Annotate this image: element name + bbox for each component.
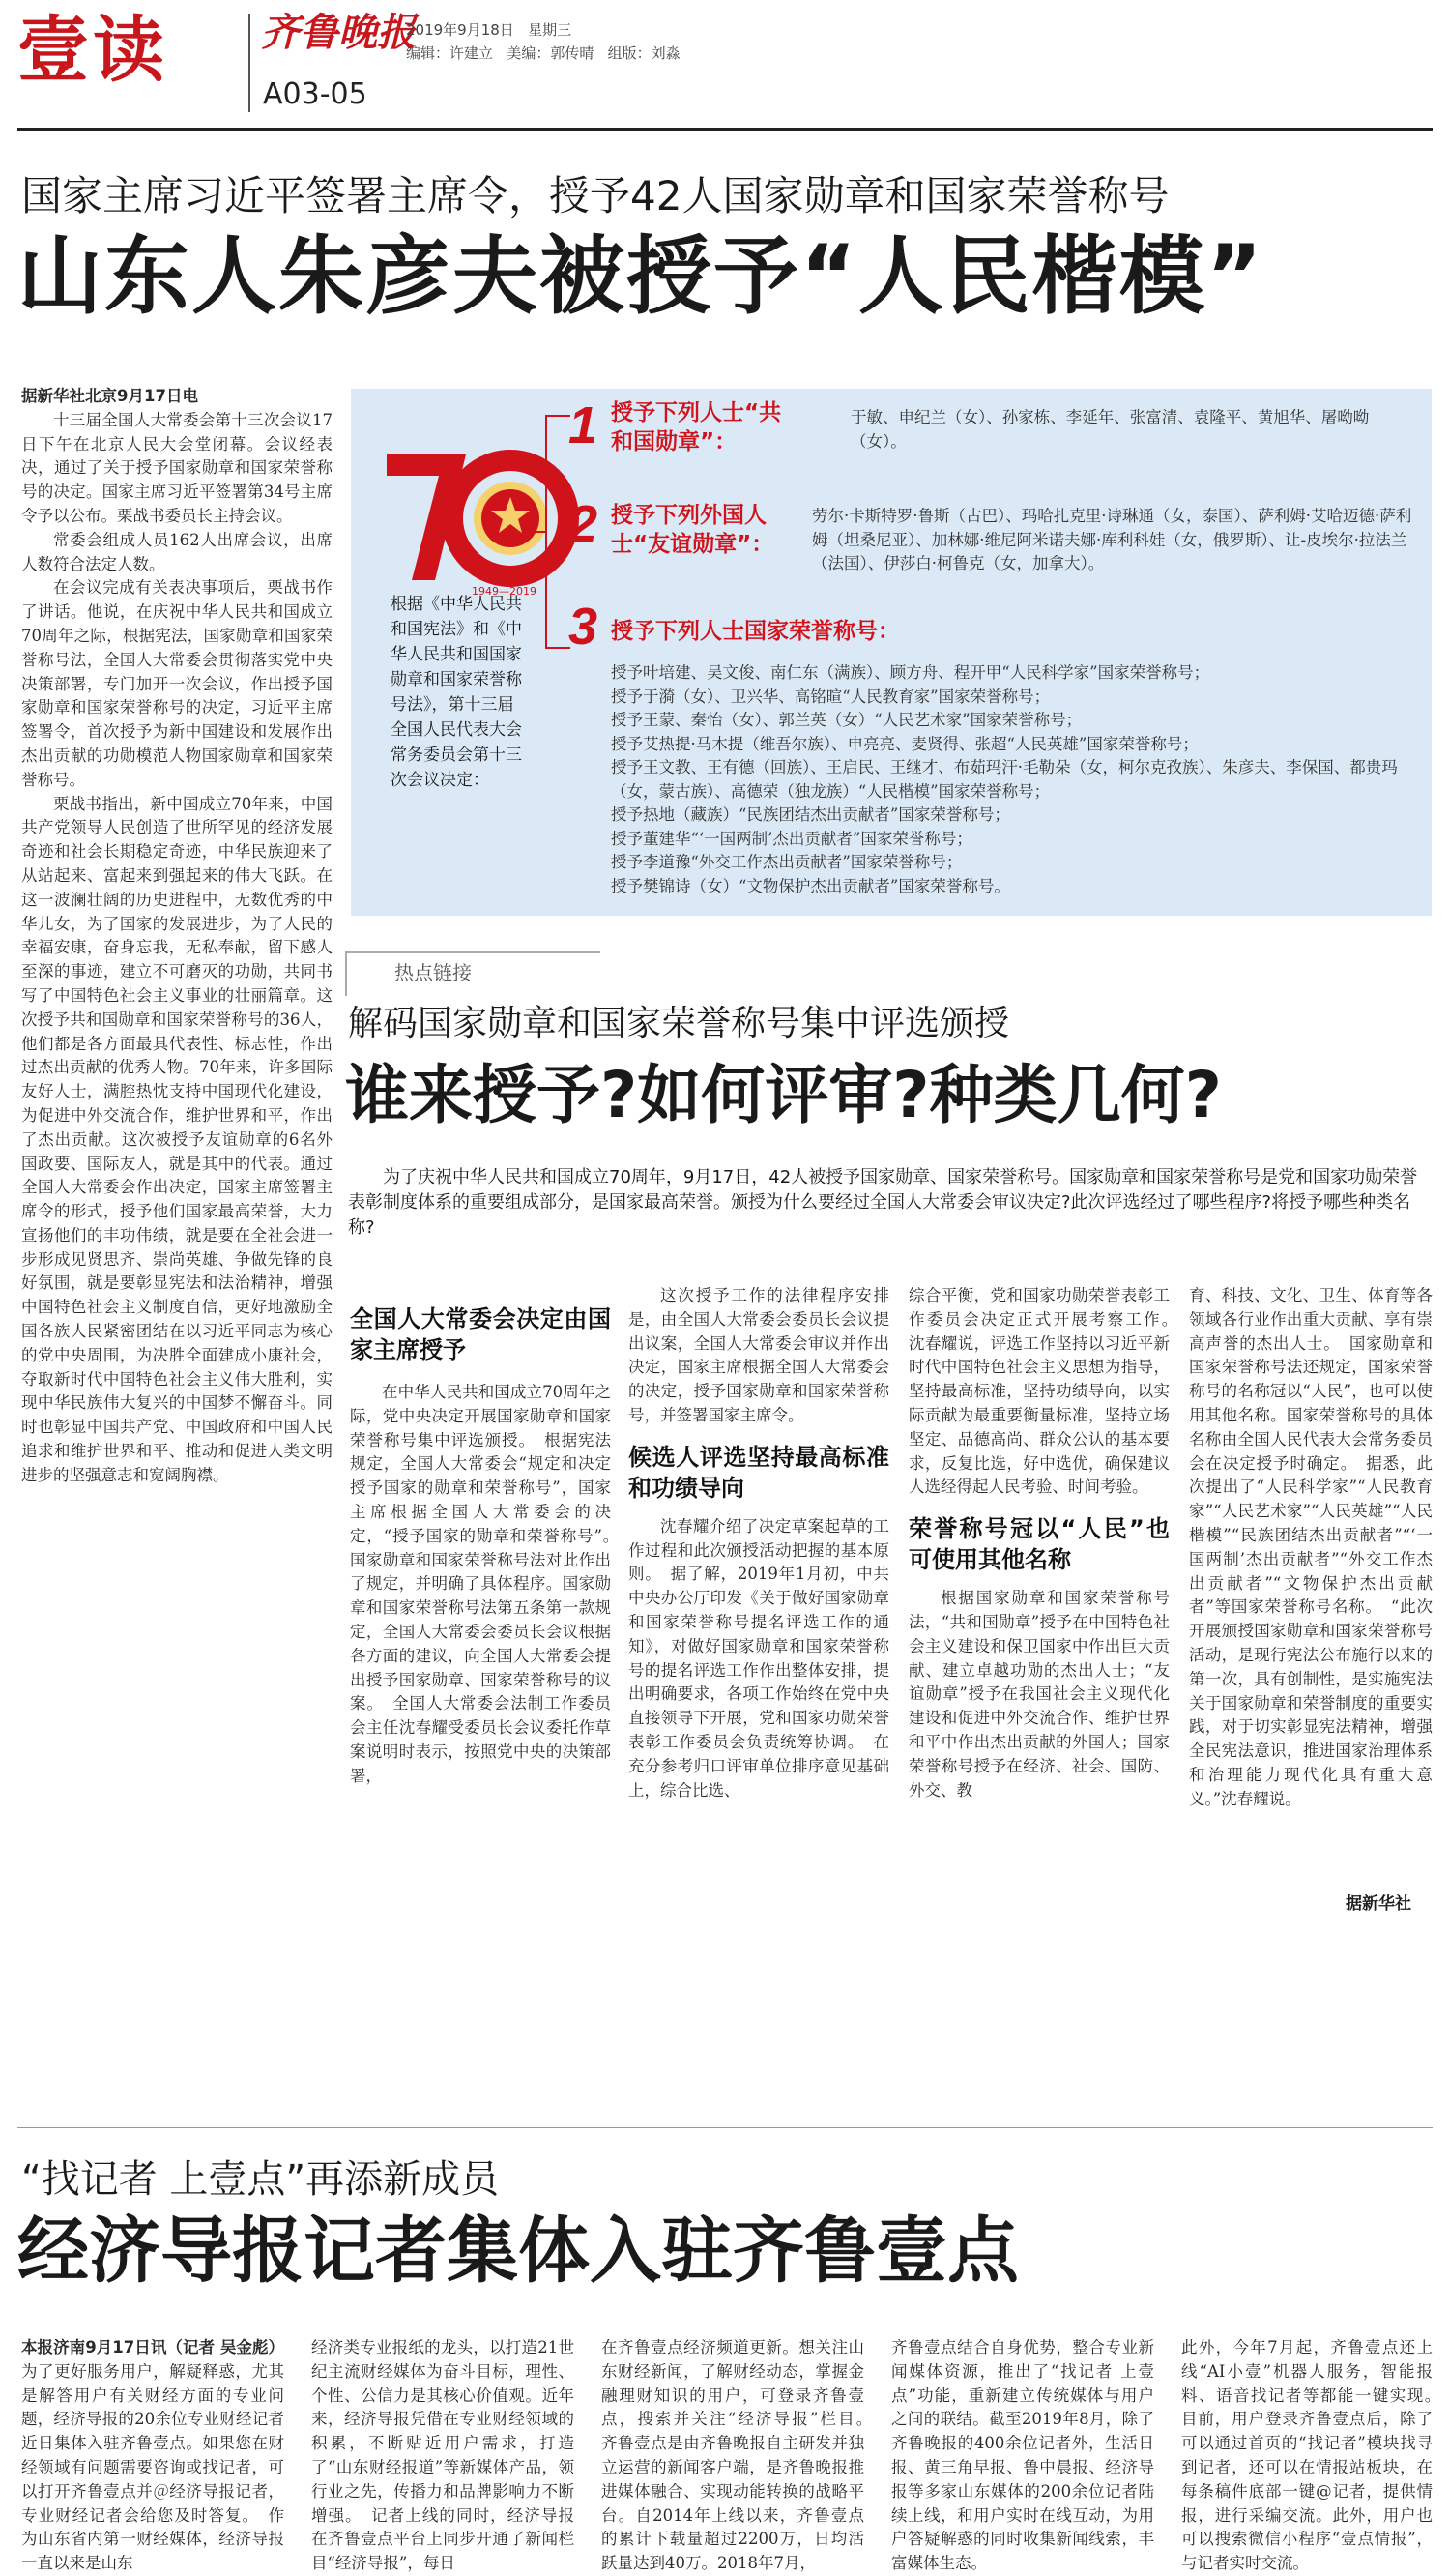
art-credit: 美编：郭传晴 bbox=[507, 44, 594, 62]
list-item: 授予王文教、王有德（回族）、王启民、王继才、布茹玛汗·毛勒朵（女，柯尔克孜族）、朱彦夫、李保国、都贵玛（女，蒙古族）、高德荣（独龙族）“人民楷模”国家荣誉称号； bbox=[611, 758, 1398, 801]
header-rule bbox=[17, 128, 1433, 131]
paragraph: 在会议完成有关表决事项后，栗战书作了讲话。他说，在庆祝中华人民共和国成立70周年之际，根据宪法，国家勋章和国家荣誉称号法，全国人大常委会贯彻落实党中央决策部署，专门加开一次会议，作出授予国家勋章和国家荣誉称号的决定，习近平主席签署令，首次授予为新中国建设和发展作出杰出贡献的功勋模范人物国家勋章和国家荣誉称号。 bbox=[21, 578, 333, 789]
story2-title: 谁来授予?如何评审?种类几何? bbox=[345, 1058, 1222, 1132]
story1-subtitle: 国家主席习近平签署主席令，授予42人国家勋章和国家荣誉称号 bbox=[21, 172, 1170, 220]
list-item: 授予樊锦诗（女）“文物保护杰出贡献者”国家荣誉称号。 bbox=[611, 876, 1010, 895]
section-heading: 候选人评选坚持最高标准和功绩导向 bbox=[628, 1443, 889, 1502]
page-number: A03-05 bbox=[263, 77, 367, 111]
list-item: 授予王蒙、秦怡（女）、郭兰英（女）“人民艺术家”国家荣誉称号； bbox=[611, 711, 1083, 729]
item-text-1: 于敏、申纪兰（女）、孙家栋、李延年、张富清、袁隆平、黄旭华、屠呦呦（女）。 bbox=[851, 408, 1370, 451]
paragraph: 在齐鲁壹点经济频道更新。想关注山东财经新闻，了解财经动态，掌握金融理财知识的用户，可登录齐鲁壹点，搜索并关注“经济导报”栏目。 齐鲁壹点是由齐鲁晚报自主研发并独立运营的新闻客户端，是齐鲁晚报推进媒体融合、实现动能转换的战略平台。自2014年上线以来，齐鲁壹点的累计下载量超过2200万，日均活跃量达到40万。2018年7月， bbox=[601, 2338, 881, 2573]
paragraph: 在中华人民共和国成立70周年之际，党中央决定开展国家勋章和国家荣誉称号集中评选颁授。 根据宪法规定，全国人大常委会“规定和决定授予国家的勋章和荣誉称号”，国家主席根据全国人大常委会的决定，“授予国家的勋章和荣誉称号”。 国家勋章和国家荣誉称号法对此作出了规定，并明确了具体程序。国家勋章和国家荣誉称号法第五条第一款规定，全国人大常委会委员长会议根据各方面的建议，向全国人大常委会提出授予国家勋章、国家荣誉称号的议案。 全国人大常委会法制工作委员会主任沈春耀受委员长会议委托作草案说明时表示，按照党中央的决策部署， bbox=[350, 1383, 627, 1785]
honor-title-list bbox=[611, 661, 1423, 898]
story2-subtitle: 解码国家勋章和国家荣誉称号集中评选颁授 bbox=[348, 1004, 1010, 1043]
item-title-2: 授予下列外国人士“友谊勋章”： bbox=[611, 503, 774, 557]
list-item: 授予热地（藏族）“民族团结杰出贡献者”国家荣誉称号； bbox=[611, 805, 1010, 824]
section-divider bbox=[17, 2127, 1433, 2128]
intro-text: 为了庆祝中华人民共和国成立70周年，9月17日，42人被授予国家勋章、国家荣誉称号。国家勋章和国家荣誉称号是党和国家功勋荣誉表彰制度体系的重要组成部分，是国家最高荣誉。颁授为什么要经过全国人大常委会审议决定?此次评选经过了哪些程序?将授予哪些种类名称? bbox=[348, 1167, 1418, 1238]
item-title-3: 授予下列人士国家荣誉称号： bbox=[611, 619, 900, 644]
paragraph: 综合平衡，党和国家功勋荣誉表彰工作委员会决定正式开展考察工作。 沈春耀说，评选工作坚持以习近平新时代中国特色社会主义思想为指导，坚持最高标准，坚持功绩导向，以实际贡献为最重要衡量标准，坚持立场坚定、品德高尚、群众公认的基本要求，反复比选，好中选优，确保建议人选经得起人民考验、时间考验。 bbox=[909, 1286, 1186, 1497]
story1-left-column bbox=[21, 385, 333, 1915]
story2-column-1 bbox=[350, 1303, 627, 1913]
paragraph: 为了更好服务用户，解疑释惑，尤其是解答用户有关财经方面的专业问题，经济导报的20余位专业财经记者近日集体入驻齐鲁壹点。如果您在财经领域有问题需要咨询或找记者，可以打开齐鲁壹点并＠经济导报记者，专业财经记者会给您及时答复。 作为山东省内第一财经媒体，经济导报一直以来是山东 bbox=[21, 2361, 284, 2573]
story2-intro bbox=[348, 1165, 1431, 1241]
emblem-years: 1949—2019 bbox=[472, 585, 536, 598]
story3-subtitle: “找记者 上壹点”再添新成员 bbox=[21, 2157, 500, 2202]
header-divider bbox=[248, 14, 250, 112]
weekday: 星期三 bbox=[528, 21, 572, 39]
paragraph: 经济类专业报纸的龙头，以打造21世纪主流财经媒体为奋斗目标，理性、个性、公信力是其核心价值观。近年来，经济导报凭借在专业财经领域的积累，不断贴近用户需求，打造了“山东财经报道”等新媒体产品，领行业之先，传播力和品牌影响力不断增强。 记者上线的同时，经济导报在齐鲁壹点平台上同步开通了新闻栏目“经济导报”，每日 bbox=[311, 2338, 574, 2573]
paragraph: 此外，今年7月起，齐鲁壹点还上线“AI小壹”机器人服务，智能报料、语音找记者等都能一键实现。 目前，用户登录齐鲁壹点后，除了可以通过首页的“找记者”模块找寻到记者，还可以在情报站板块，在每条稿件底部一键@记者，提供情报，进行采编交流。此外，用户也可以搜索微信小程序“壹点情报”，与记者实时交流。 bbox=[1181, 2338, 1449, 2573]
list-item: 授予艾热提·马木提（维吾尔族）、申亮亮、麦贤得、张超“人民英雄”国家荣誉称号； bbox=[611, 734, 1199, 753]
proof-credit: 组版：刘淼 bbox=[607, 44, 681, 62]
hot-link-tag: 热点链接 bbox=[394, 961, 472, 984]
paragraph: 常委会组成人员162人出席会议，出席人数符合法定人数。 bbox=[21, 530, 333, 573]
list-item: 授予李道豫“外交工作杰出贡献者”国家荣誉称号； bbox=[611, 853, 963, 871]
staff-credits bbox=[406, 43, 681, 64]
list-item: 授予于漪（女）、卫兴华、高铭暄“人民教育家”国家荣誉称号； bbox=[611, 687, 1051, 706]
item-text-2: 劳尔·卡斯特罗·鲁斯（古巴）、玛哈扎克里·诗琳通（女，泰国）、萨利姆·艾哈迈德·萨利姆（坦桑尼亚）、加林娜·维尼阿米诺夫娜·库利科娃（女，俄罗斯）、让-皮埃尔·拉法兰（法国）、伊莎白·柯鲁克（女，加拿大）。 bbox=[812, 507, 1412, 572]
paragraph: 育、科技、文化、卫生、体育等各领域各行业作出重大贡献、享有崇高声誉的杰出人士。 国家勋章和国家荣誉称号法还规定，国家荣誉称号的名称冠以“人民”，也可以使用其他名称。国家荣誉称号的具体名称由全国人民代表大会常务委员会在决定授予时确定。 据悉，此次提出了“人民科学家”“人民教育家”“人民艺术家”“人民英雄”“人民楷模”“民族团结杰出贡献者”“‘一国两制’杰出贡献者”“外交工作杰出贡献者”“文物保护杰出贡献者”等国家荣誉称号名称。 “此次开展颁授国家勋章和国家荣誉称号活动，是现行宪法公布施行以来的第一次，具有创制性，是实施宪法关于国家勋章和荣誉制度的重要实践，对于切实彰显宪法精神，增强全民宪法意识，推进国家治理体系和治理能力现代化具有重大意义。”沈春耀说。 bbox=[1189, 1286, 1433, 1808]
date: 2019年9月18日 bbox=[406, 21, 514, 39]
masthead: 壹读 bbox=[17, 9, 168, 92]
paragraph: 栗战书指出，新中国成立70年来，中国共产党领导人民创造了世所罕见的经济发展奇迹和社会长期稳定奇迹，中华民族迎来了从站起来、富起来到强起来的伟大飞跃。在这一波澜壮阔的历史进程中，无数优秀的中华儿女，为了国家的发展进步，为了人民的幸福安康，奋身忘我，无私奉献，留下感人至深的事迹，建立不可磨灭的功勋，共同书写了中国特色社会主义事业的壮丽篇章。这次授予共和国勋章和国家荣誉称号的36人，他们都是各方面最具代表性、标志性，作出过杰出贡献的优秀人物。70年来，许多国际友好人士，满腔热忱支持中国现代化建设，为促进中外交流合作，维护世界和平，作出了杰出贡献。这次被授予友谊勋章的6名外国政要、国际友人，就是其中的代表。通过全国人大常委会作出决定，国家主席签署主席令的形式，授予他们国家最高荣誉，大力宣扬他们的丰功伟绩，就是要在全社会进一步形成见贤思齐、崇尚英雄、争做先锋的良好氛围，就是要彰显宪法和法治精神，增强中国特色社会主义制度自信，更好地激励全国各族人民紧密团结在以习近平同志为核心的党中央周围，为决胜全面建成小康社会，夺取新时代中国特色社会主义伟大胜利，实现中华民族伟大复兴的中国梦不懈奋斗。同时也彰显中国共产党、中国政府和中国人民追求和维护世界和平、推动和促进人类文明进步的坚强意志和宽阔胸襟。 bbox=[21, 794, 333, 1484]
newspaper-logo: 齐鲁晚报 bbox=[261, 10, 416, 55]
story2-column-2 bbox=[628, 1284, 889, 1913]
paragraph: 十三届全国人大常委会第十三次会议17日下午在北京人民大会堂闭幕。会议经表决，通过了关于授予国家勋章和国家荣誉称号的决定。国家主席习近平签署第34号主席令予以公布。栗战书委员长主持会议。 bbox=[21, 410, 333, 525]
item-number-2: 2 bbox=[568, 495, 598, 553]
decision-caption: 根据《中华人民共和国宪法》和《中华人民共和国国家勋章和国家荣誉称号法》，第十三届全国人民代表大会常务委员会第十三次会议决定： bbox=[391, 595, 522, 790]
byline: 据新华社 bbox=[1346, 1894, 1411, 1914]
story3-column-1 bbox=[21, 2336, 284, 2573]
dateline: 本报济南9月17日讯（记者 吴金彪） bbox=[21, 2338, 284, 2356]
dateline: 据新华社北京9月17日电 bbox=[21, 387, 198, 405]
story3-column-2 bbox=[311, 2336, 574, 2573]
story2-column-4 bbox=[1189, 1284, 1433, 1884]
item-number-1: 1 bbox=[568, 396, 598, 454]
paragraph: 沈春耀介绍了决定草案起草的工作过程和此次颁授活动把握的基本原则。 据了解，2019年1月初，中共中央办公厅印发《关于做好国家勋章和国家荣誉称号提名评选工作的通知》，对做好国家勋章和国家荣誉称号的提名评选工作作出整体安排，提出明确要求，各项工作始终在党中央直接领导下开展，党和国家功勋荣誉表彰工作委员会负责统筹协调。 在充分参考归口评审单位排序意见基础上，综合比选、 bbox=[628, 1516, 889, 1800]
issue-date bbox=[406, 19, 571, 41]
story3-column-4 bbox=[891, 2336, 1154, 2573]
item-title-1: 授予下列人士“共和国勋章”： bbox=[611, 400, 782, 454]
story3-column-3 bbox=[601, 2336, 881, 2573]
section-heading: 全国人大常委会决定由国家主席授予 bbox=[350, 1305, 611, 1363]
hot-link-frame bbox=[345, 951, 600, 996]
story3-column-5 bbox=[1181, 2336, 1449, 2573]
editor-credit: 编辑：许建立 bbox=[406, 44, 494, 62]
section-heading: 荣誉称号冠以“人民”也可使用其他名称 bbox=[909, 1515, 1170, 1574]
paragraph: 这次授予工作的法律程序安排是，由全国人大常委会委员长会议提出议案，全国人大常委会审议并作出决定，国家主席根据全国人大常委会的决定，授予国家勋章和国家荣誉称号，并签署国家主席令。 bbox=[628, 1286, 889, 1424]
list-item: 授予叶培建、吴文俊、南仁东（满族）、顾方舟、程开甲“人民科学家”国家荣誉称号； bbox=[611, 663, 1210, 682]
story1-title: 山东人朱彦夫被授予“人民楷模” bbox=[17, 226, 1264, 326]
list-item: 授予董建华“‘一国两制’杰出贡献者”国家荣誉称号； bbox=[611, 829, 972, 848]
paragraph: 根据国家勋章和国家荣誉称号法，“共和国勋章”授予在中国特色社会主义建设和保卫国家中作出巨大贡献、建立卓越功勋的杰出人士；“友谊勋章”授予在我国社会主义现代化建设和促进中外交流合作、维护世界和平中作出杰出贡献的外国人；国家荣誉称号授予在经济、社会、国防、外交、教 bbox=[909, 1589, 1170, 1800]
item-number-3: 3 bbox=[568, 598, 598, 656]
paragraph: 齐鲁壹点结合自身优势，整合专业新闻媒体资源，推出了“找记者 上壹点”功能，重新建立传统媒体与用户之间的联结。截至2019年8月，除了齐鲁晚报的400余位记者外，生活日报、黄三角早报、鲁中晨报、经济导报等多家山东媒体的200余位记者陆续上线，和用户实时在线互动，为用户答疑解惑的同时收集新闻线索，丰富媒体生态。 bbox=[891, 2338, 1154, 2573]
story3-title: 经济导报记者集体入驻齐鲁壹点 bbox=[17, 2210, 1019, 2293]
story2-column-3 bbox=[909, 1284, 1186, 1913]
